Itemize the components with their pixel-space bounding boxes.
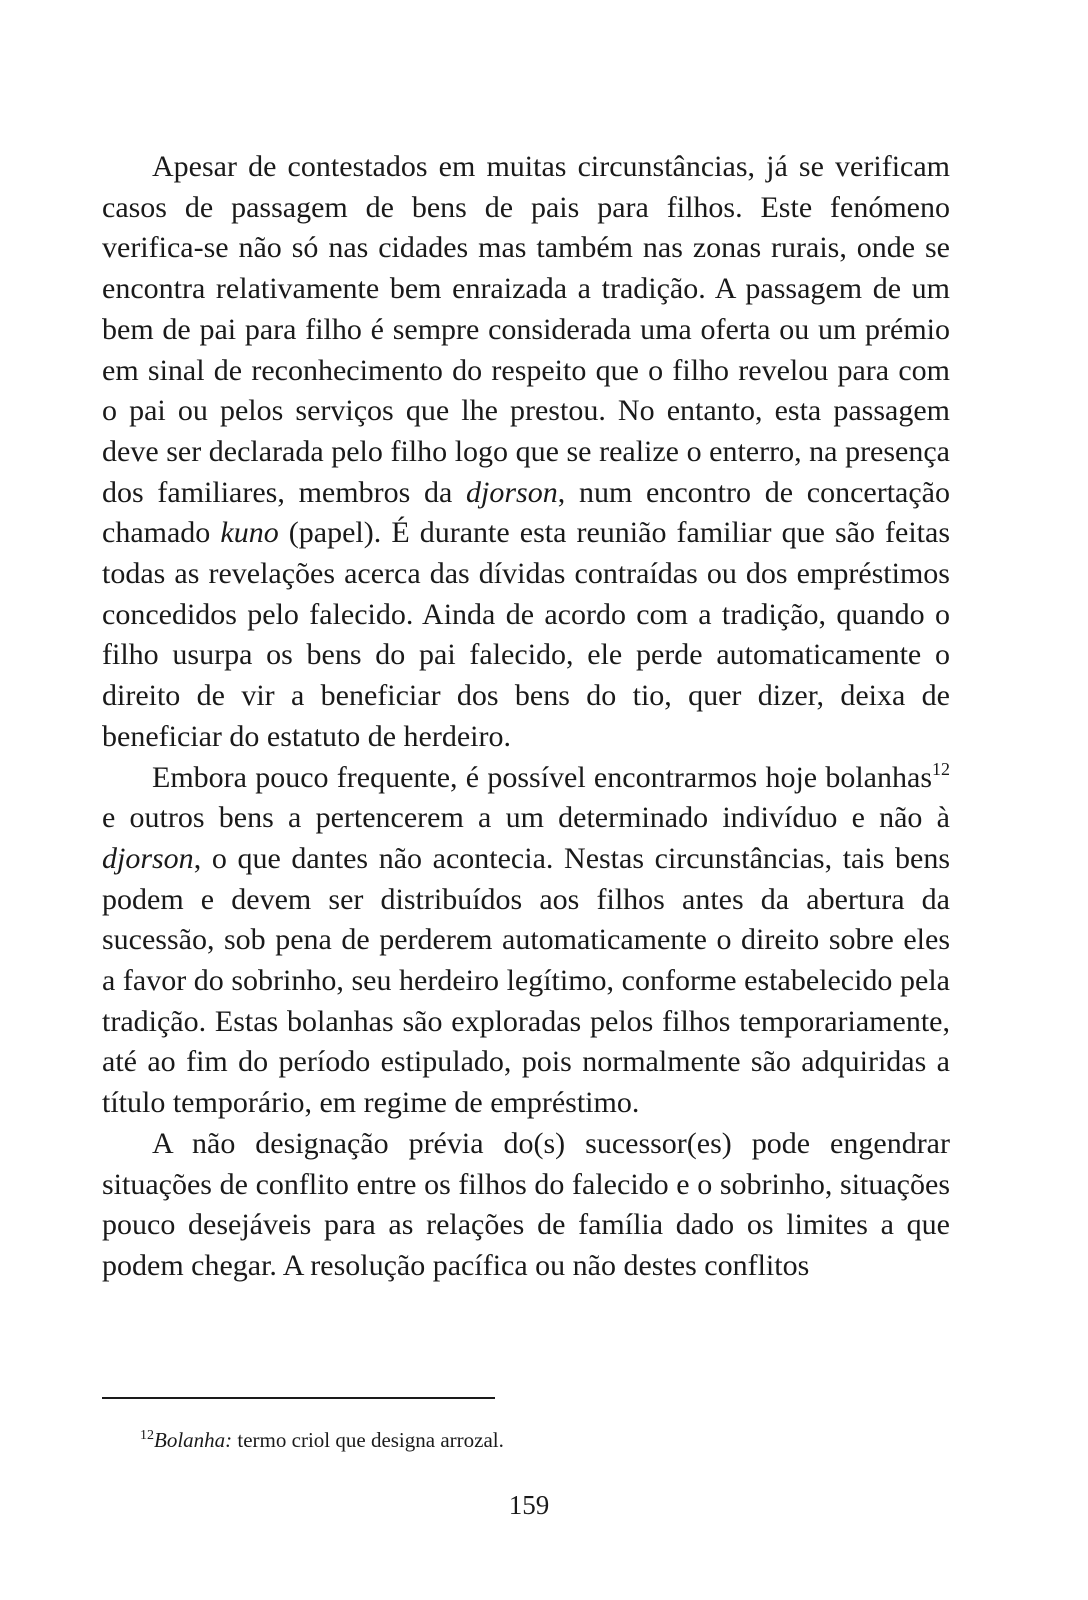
italic-term: kuno [220, 516, 279, 550]
text-run: A não designação prévia do(s) sucessor(es) pode engendrar situações de conflito entre os filhos do falecido e o sobrinho, situações pouco desejáveis para as relações de família dado os limites a que podem chegar. A resolução pacífica ou não destes conflitos [102, 1126, 950, 1282]
italic-term: djorson [102, 841, 194, 875]
italic-term: djorson [466, 475, 558, 509]
text-run: (papel). É durante esta reunião familiar que são feitas todas as revelações acerca das dívidas contraídas ou dos empréstimos concedidos pelo falecido. Ainda de acordo com a tradição, quando o filho usurpa os bens do pai falecido, ele perde automaticamente o direito de vir a beneficiar dos bens do tio, quer dizer, deixa de beneficiar do estatuto de herdeiro. [102, 516, 951, 753]
text-run: , num encontro de concertação chamado [102, 475, 950, 550]
paragraph [102, 1124, 950, 1287]
text-run: e outros bens a pertencerem a um determinado indivíduo e não à [102, 801, 950, 835]
footnote-reference: 12 [932, 758, 950, 779]
footnote [140, 1426, 840, 1454]
footnote-term: Bolanha: [154, 1428, 233, 1452]
text-run: , o que dantes não acontecia. Nestas circunstâncias, tais bens podem e devem ser distribuídos aos filhos antes da abertura da sucessão, sob pena de perderem automaticamente o direito sobre eles a favor do sobrinho, seu herdeiro legítimo, conforme estabelecido pela tradição. Estas bolanhas são exploradas pelos filhos temporariamente, até ao fim do período estipulado, pois normalmente são adquiridas a título temporário, em regime de empréstimo. [102, 841, 950, 1120]
paragraph [102, 147, 950, 758]
page-number: 159 [508, 1490, 550, 1520]
text-run: Apesar de contestados em muitas circunstâncias, já se verificam casos de passagem de bens de pais para filhos. Este fenómeno verifica-se não só nas cidades mas também nas zonas rurais, onde se encontra relativamente bem enraizada a tradição. A passagem de um bem de pai para filho é sempre considerada uma oferta ou um prémio em sinal de reconhecimento do respeito que o filho revelou para com o pai ou pelos serviços que lhe prestou. No entanto, esta passagem deve ser declarada pelo filho logo que se realize o enterro, na presença dos familiares, membros da [102, 150, 950, 509]
body-text [102, 147, 950, 1287]
text-run: Embora pouco frequente, é possível encontrarmos hoje bolanhas [152, 760, 932, 794]
footnote-marker: 12 [140, 1428, 154, 1443]
paragraph [102, 758, 950, 1124]
footnote-text: termo criol que designa arrozal. [232, 1428, 504, 1452]
footnote-divider [102, 1397, 495, 1399]
